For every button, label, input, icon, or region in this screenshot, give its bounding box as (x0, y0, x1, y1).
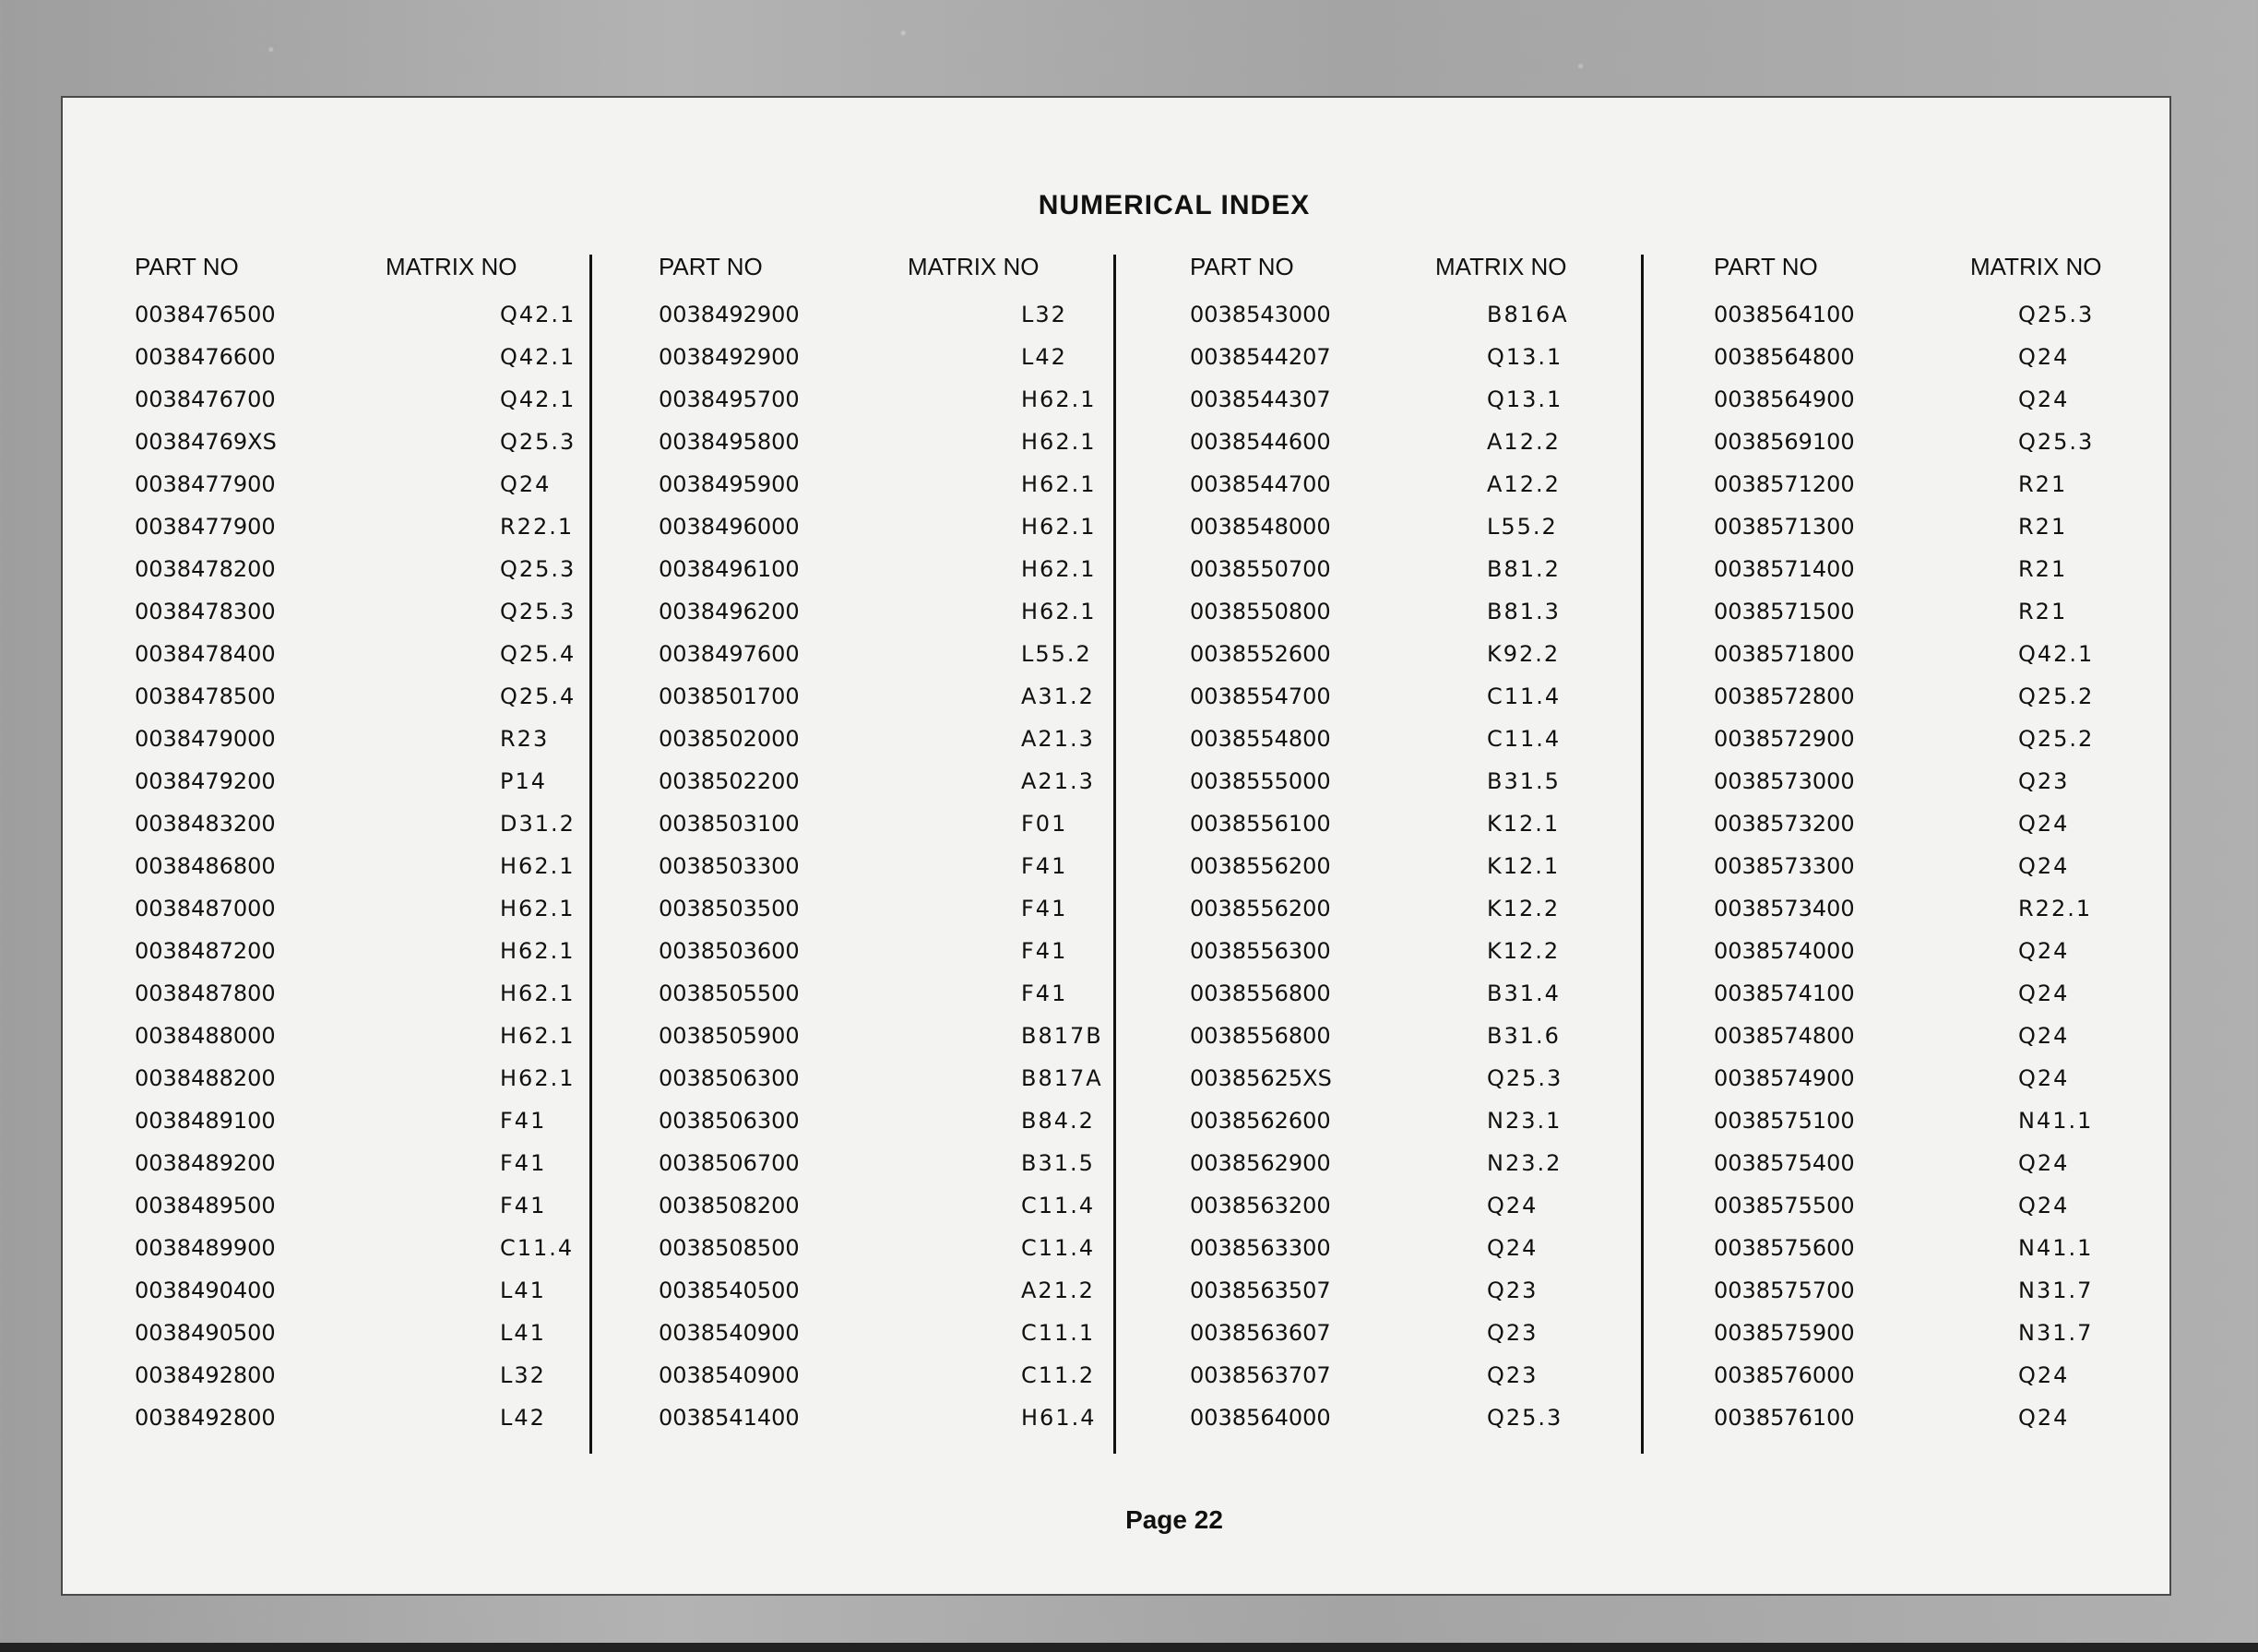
part-number: 0038556300 (1190, 938, 1331, 964)
part-number: 0038496200 (659, 599, 800, 624)
part-number: 0038489100 (135, 1108, 276, 1134)
matrix-number: F41 (1021, 853, 1068, 879)
part-number: 0038492900 (659, 302, 800, 327)
part-number: 0038563707 (1190, 1362, 1331, 1388)
part-number: 0038574900 (1714, 1065, 1855, 1091)
part-number: 0038488200 (135, 1065, 276, 1091)
part-number: 0038550700 (1190, 556, 1331, 582)
matrix-number: Q25.3 (500, 556, 576, 582)
page-title: NUMERICAL INDEX (1038, 190, 1311, 220)
part-number: 0038550800 (1190, 599, 1331, 624)
matrix-number: L42 (500, 1405, 546, 1431)
matrix-number: H62.1 (500, 853, 576, 879)
part-number: 0038552600 (1190, 641, 1331, 667)
matrix-number: Q24 (2018, 1405, 2070, 1431)
part-number: 0038478500 (135, 683, 276, 709)
matrix-number: A21.3 (1021, 726, 1095, 752)
part-number: 0038575400 (1714, 1150, 1855, 1176)
part-number: 0038508200 (659, 1193, 800, 1218)
part-number: 0038489200 (135, 1150, 276, 1176)
matrix-number: H62.1 (1021, 386, 1097, 412)
page-number: Page 22 (1125, 1505, 1223, 1534)
matrix-number: Q25.2 (2018, 726, 2095, 752)
part-number: 0038487000 (135, 896, 276, 921)
matrix-number: Q42.1 (2018, 641, 2095, 667)
part-number: 0038556800 (1190, 981, 1331, 1006)
part-number: 0038502200 (659, 768, 800, 794)
part-number: 0038503600 (659, 938, 800, 964)
part-number: 0038488000 (135, 1023, 276, 1049)
part-number: 00384769XS (135, 429, 277, 455)
matrix-number: H62.1 (1021, 599, 1097, 624)
part-number: 0038496100 (659, 556, 800, 582)
matrix-number: L41 (500, 1278, 546, 1303)
part-number: 0038554700 (1190, 683, 1331, 709)
part-number: 0038564800 (1714, 344, 1855, 370)
matrix-number: C11.4 (1487, 726, 1562, 752)
matrix-number: C11.4 (500, 1235, 575, 1261)
matrix-number: A21.3 (1021, 768, 1095, 794)
matrix-number: R22.1 (2018, 896, 2093, 921)
matrix-number: F41 (500, 1150, 547, 1176)
matrix-number: Q24 (2018, 1023, 2070, 1049)
matrix-number: Q25.3 (2018, 429, 2095, 455)
part-number: 0038575700 (1714, 1278, 1855, 1303)
part-number: 0038487800 (135, 981, 276, 1006)
matrix-number: H62.1 (500, 896, 576, 921)
part-number: 0038503300 (659, 853, 800, 879)
column-divider (589, 255, 592, 1454)
part-number: 0038508500 (659, 1235, 800, 1261)
part-number: 0038495800 (659, 429, 800, 455)
part-number: 0038502000 (659, 726, 800, 752)
part-number: 0038571200 (1714, 471, 1855, 497)
matrix-number: C11.4 (1487, 683, 1562, 709)
part-number: 0038563607 (1190, 1320, 1331, 1346)
matrix-number: K92.2 (1487, 641, 1561, 667)
part-number: 0038490500 (135, 1320, 276, 1346)
part-number: 0038571300 (1714, 514, 1855, 540)
part-number: 0038492800 (135, 1405, 276, 1431)
part-number: 0038562600 (1190, 1108, 1331, 1134)
matrix-number: Q25.4 (500, 641, 576, 667)
matrix-number: Q25.3 (2018, 302, 2095, 327)
part-number: 0038476500 (135, 302, 276, 327)
matrix-number: H61.4 (1021, 1405, 1097, 1431)
matrix-number: R21 (2018, 599, 2068, 624)
part-number: 0038572900 (1714, 726, 1855, 752)
matrix-number: H62.1 (1021, 429, 1097, 455)
matrix-number: H62.1 (1021, 514, 1097, 540)
part-number: 0038574100 (1714, 981, 1855, 1006)
part-number: 0038571400 (1714, 556, 1855, 582)
matrix-number: L42 (1021, 344, 1067, 370)
matrix-number: Q42.1 (500, 386, 576, 412)
part-number: 0038541400 (659, 1405, 800, 1431)
matrix-number: Q13.1 (1487, 386, 1563, 412)
part-number: 0038495900 (659, 471, 800, 497)
part-number: 0038490400 (135, 1278, 276, 1303)
part-number: 0038478300 (135, 599, 276, 624)
matrix-number: L41 (500, 1320, 546, 1346)
part-number: 0038478200 (135, 556, 276, 582)
matrix-number: K12.1 (1487, 811, 1561, 837)
part-number: 0038573400 (1714, 896, 1855, 921)
part-number: 0038575500 (1714, 1193, 1855, 1218)
part-number: 0038571500 (1714, 599, 1855, 624)
part-number: 0038478400 (135, 641, 276, 667)
part-number: 0038506300 (659, 1108, 800, 1134)
header-part-no-3: PART NO (1190, 253, 1294, 280)
part-number: 0038540900 (659, 1362, 800, 1388)
matrix-number: F01 (1021, 811, 1068, 837)
matrix-number: A21.2 (1021, 1278, 1095, 1303)
header-matrix-no-2: MATRIX NO (908, 253, 1040, 280)
matrix-number: B81.3 (1487, 599, 1561, 624)
matrix-number: C11.2 (1021, 1362, 1096, 1388)
matrix-number: Q23 (2018, 768, 2070, 794)
matrix-number: K12.2 (1487, 938, 1561, 964)
part-number: 0038544600 (1190, 429, 1331, 455)
matrix-number: P14 (500, 768, 548, 794)
matrix-number: C11.1 (1021, 1320, 1096, 1346)
part-number: 0038489900 (135, 1235, 276, 1261)
matrix-number: Q24 (2018, 938, 2070, 964)
matrix-number: Q24 (1487, 1193, 1539, 1218)
matrix-number: K12.2 (1487, 896, 1561, 921)
part-number: 0038492800 (135, 1362, 276, 1388)
part-number: 0038543000 (1190, 302, 1331, 327)
scan-edge (0, 1643, 2258, 1652)
part-number: 0038505500 (659, 981, 800, 1006)
part-number: 0038487200 (135, 938, 276, 964)
column-divider (1641, 255, 1644, 1454)
matrix-number: A12.2 (1487, 471, 1561, 497)
matrix-number: B817B (1021, 1023, 1103, 1049)
matrix-number: B31.5 (1021, 1150, 1095, 1176)
matrix-number: N23.2 (1487, 1150, 1563, 1176)
part-number: 0038483200 (135, 811, 276, 837)
matrix-number: B84.2 (1021, 1108, 1095, 1134)
part-number: 0038548000 (1190, 514, 1331, 540)
part-number: 0038495700 (659, 386, 800, 412)
part-number: 0038540500 (659, 1278, 800, 1303)
part-number: 00385625XS (1190, 1065, 1332, 1091)
part-number: 0038503500 (659, 896, 800, 921)
matrix-number: N41.1 (2018, 1108, 2094, 1134)
part-number: 0038564100 (1714, 302, 1855, 327)
matrix-number: B817A (1021, 1065, 1103, 1091)
part-number: 0038489500 (135, 1193, 276, 1218)
matrix-number: F41 (1021, 938, 1068, 964)
matrix-number: H62.1 (1021, 556, 1097, 582)
part-number: 0038564000 (1190, 1405, 1331, 1431)
matrix-number: Q25.4 (500, 683, 576, 709)
part-number: 0038544207 (1190, 344, 1331, 370)
matrix-number: Q25.3 (500, 429, 576, 455)
matrix-number: Q42.1 (500, 302, 576, 327)
part-number: 0038506700 (659, 1150, 800, 1176)
matrix-number: H62.1 (1021, 471, 1097, 497)
matrix-number: F41 (500, 1108, 547, 1134)
part-number: 0038556200 (1190, 896, 1331, 921)
part-number: 0038556100 (1190, 811, 1331, 837)
part-number: 0038505900 (659, 1023, 800, 1049)
matrix-number: R23 (500, 726, 550, 752)
matrix-number: Q25.3 (1487, 1405, 1563, 1431)
matrix-number: C11.4 (1021, 1235, 1096, 1261)
matrix-number: Q42.1 (500, 344, 576, 370)
part-number: 0038574000 (1714, 938, 1855, 964)
matrix-number: Q24 (2018, 1193, 2070, 1218)
matrix-number: L32 (500, 1362, 546, 1388)
part-number: 0038563507 (1190, 1278, 1331, 1303)
matrix-number: Q24 (2018, 386, 2070, 412)
matrix-number: B816A (1487, 302, 1569, 327)
matrix-number: Q24 (500, 471, 552, 497)
part-number: 0038575900 (1714, 1320, 1855, 1346)
column-divider (1113, 255, 1116, 1454)
header-matrix-no-4: MATRIX NO (1970, 253, 2102, 280)
part-number: 0038573200 (1714, 811, 1855, 837)
matrix-number: L55.2 (1021, 641, 1092, 667)
matrix-number: H62.1 (500, 981, 576, 1006)
header-matrix-no-3: MATRIX NO (1435, 253, 1567, 280)
matrix-number: C11.4 (1021, 1193, 1096, 1218)
part-number: 0038477900 (135, 514, 276, 540)
matrix-number: Q24 (2018, 1362, 2070, 1388)
matrix-number: N41.1 (2018, 1235, 2094, 1261)
matrix-number: Q13.1 (1487, 344, 1563, 370)
matrix-number: N23.1 (1487, 1108, 1563, 1134)
matrix-number: Q25.3 (1487, 1065, 1563, 1091)
matrix-number: D31.2 (500, 811, 576, 837)
matrix-number: N31.7 (2018, 1278, 2094, 1303)
matrix-number: Q24 (2018, 853, 2070, 879)
matrix-number: B31.5 (1487, 768, 1561, 794)
matrix-number: F41 (500, 1193, 547, 1218)
matrix-number: Q24 (2018, 1150, 2070, 1176)
part-number: 0038576000 (1714, 1362, 1855, 1388)
matrix-number: H62.1 (500, 1023, 576, 1049)
matrix-number: K12.1 (1487, 853, 1561, 879)
part-number: 0038575100 (1714, 1108, 1855, 1134)
matrix-number: L32 (1021, 302, 1067, 327)
matrix-number: Q24 (2018, 811, 2070, 837)
matrix-number: R21 (2018, 556, 2068, 582)
index-page (61, 96, 2171, 1596)
matrix-number: R22.1 (500, 514, 575, 540)
part-number: 0038569100 (1714, 429, 1855, 455)
header-part-no-4: PART NO (1714, 253, 1818, 280)
part-number: 0038476600 (135, 344, 276, 370)
matrix-number: B31.6 (1487, 1023, 1561, 1049)
matrix-number: Q24 (2018, 344, 2070, 370)
part-number: 0038492900 (659, 344, 800, 370)
part-number: 0038503100 (659, 811, 800, 837)
part-number: 0038563200 (1190, 1193, 1331, 1218)
matrix-number: F41 (1021, 896, 1068, 921)
matrix-number: L55.2 (1487, 514, 1558, 540)
matrix-number: Q24 (2018, 1065, 2070, 1091)
header-matrix-no-1: MATRIX NO (386, 253, 517, 280)
matrix-number: B31.4 (1487, 981, 1561, 1006)
part-number: 0038496000 (659, 514, 800, 540)
matrix-number: Q23 (1487, 1278, 1539, 1303)
matrix-number: Q23 (1487, 1362, 1539, 1388)
part-number: 0038564900 (1714, 386, 1855, 412)
part-number: 0038497600 (659, 641, 800, 667)
matrix-number: R21 (2018, 471, 2068, 497)
matrix-number: Q24 (2018, 981, 2070, 1006)
part-number: 0038544307 (1190, 386, 1331, 412)
part-number: 0038554800 (1190, 726, 1331, 752)
matrix-number: A31.2 (1021, 683, 1095, 709)
part-number: 0038486800 (135, 853, 276, 879)
matrix-number: R21 (2018, 514, 2068, 540)
part-number: 0038556200 (1190, 853, 1331, 879)
part-number: 0038573300 (1714, 853, 1855, 879)
matrix-number: Q24 (1487, 1235, 1539, 1261)
part-number: 0038540900 (659, 1320, 800, 1346)
matrix-number: A12.2 (1487, 429, 1561, 455)
part-number: 0038572800 (1714, 683, 1855, 709)
matrix-number: F41 (1021, 981, 1068, 1006)
matrix-number: N31.7 (2018, 1320, 2094, 1346)
matrix-number: Q23 (1487, 1320, 1539, 1346)
part-number: 0038573000 (1714, 768, 1855, 794)
part-number: 0038477900 (135, 471, 276, 497)
matrix-number: H62.1 (500, 938, 576, 964)
part-number: 0038575600 (1714, 1235, 1855, 1261)
part-number: 0038571800 (1714, 641, 1855, 667)
header-part-no-1: PART NO (135, 253, 239, 280)
part-number: 0038544700 (1190, 471, 1331, 497)
matrix-number: Q25.3 (500, 599, 576, 624)
part-number: 0038576100 (1714, 1405, 1855, 1431)
part-number: 0038563300 (1190, 1235, 1331, 1261)
part-number: 0038479000 (135, 726, 276, 752)
matrix-number: B81.2 (1487, 556, 1561, 582)
part-number: 0038574800 (1714, 1023, 1855, 1049)
part-number: 0038501700 (659, 683, 800, 709)
header-part-no-2: PART NO (659, 253, 763, 280)
part-number: 0038555000 (1190, 768, 1331, 794)
matrix-number: Q25.2 (2018, 683, 2095, 709)
part-number: 0038479200 (135, 768, 276, 794)
part-number: 0038562900 (1190, 1150, 1331, 1176)
part-number: 0038556800 (1190, 1023, 1331, 1049)
matrix-number: H62.1 (500, 1065, 576, 1091)
part-number: 0038506300 (659, 1065, 800, 1091)
part-number: 0038476700 (135, 386, 276, 412)
